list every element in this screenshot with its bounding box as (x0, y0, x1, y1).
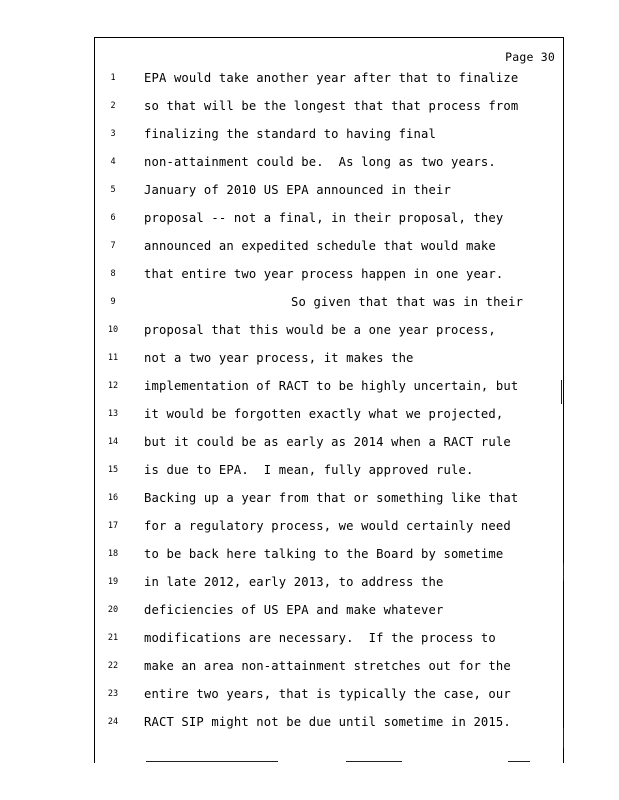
line-number: 21 (107, 633, 119, 643)
line-number: 24 (107, 717, 119, 727)
scan-mark (563, 563, 564, 581)
transcript-line (0, 293, 619, 321)
transcript-line (0, 601, 619, 629)
transcript-line (0, 377, 619, 405)
line-text: so that will be the longest that that process from (144, 99, 519, 113)
transcript-line (0, 181, 619, 209)
line-number: 5 (110, 185, 116, 195)
line-text: but it could be as early as 2014 when a RACT rule (144, 435, 511, 449)
line-number: 11 (107, 353, 119, 363)
line-text: deficiencies of US EPA and make whatever (144, 603, 444, 617)
line-number: 14 (107, 437, 119, 447)
line-number: 1 (110, 73, 116, 83)
line-text: not a two year process, it makes the (144, 351, 414, 365)
footer-rule (146, 761, 278, 762)
line-number: 18 (107, 549, 119, 559)
page-number: Page 30 (505, 50, 555, 64)
line-text: proposal -- not a final, in their proposal, they (144, 211, 504, 225)
line-text: implementation of RACT to be highly uncertain, but (144, 379, 519, 393)
transcript-line (0, 97, 619, 125)
transcript-line (0, 125, 619, 153)
transcript-line (0, 69, 619, 97)
transcript-line (0, 573, 619, 601)
transcript-line (0, 489, 619, 517)
scan-mark (563, 728, 564, 748)
transcript-line (0, 517, 619, 545)
line-number: 19 (107, 577, 119, 587)
transcript-line (0, 265, 619, 293)
transcript-line (0, 237, 619, 265)
line-number: 15 (107, 465, 119, 475)
line-text: non-attainment could be. As long as two years. (144, 155, 496, 169)
line-number: 23 (107, 689, 119, 699)
transcript-line (0, 321, 619, 349)
line-text: in late 2012, early 2013, to address the (144, 575, 444, 589)
line-number: 17 (107, 521, 119, 531)
transcript-line (0, 629, 619, 657)
scan-mark (561, 380, 562, 404)
line-number: 2 (110, 101, 116, 111)
line-number: 20 (107, 605, 119, 615)
line-text: entire two years, that is typically the case, our (144, 687, 511, 701)
footer-rule (346, 761, 402, 762)
line-number: 10 (107, 325, 119, 335)
transcript-line (0, 657, 619, 685)
line-number: 4 (110, 157, 116, 167)
transcript-line (0, 153, 619, 181)
line-text: announced an expedited schedule that would make (144, 239, 496, 253)
line-number: 6 (110, 213, 116, 223)
line-number: 22 (107, 661, 119, 671)
line-text: to be back here talking to the Board by sometime (144, 547, 504, 561)
line-number: 7 (110, 241, 116, 251)
line-text: is due to EPA. I mean, fully approved rule. (144, 463, 474, 477)
transcript-line (0, 209, 619, 237)
transcript-line (0, 405, 619, 433)
line-number: 12 (107, 381, 119, 391)
line-text: Backing up a year from that or something like that (144, 491, 519, 505)
footer-rule (508, 761, 530, 762)
line-number: 13 (107, 409, 119, 419)
transcript-line (0, 545, 619, 573)
line-number: 8 (110, 269, 116, 279)
line-text: make an area non-attainment stretches out for the (144, 659, 511, 673)
transcript-line (0, 349, 619, 377)
line-text: finalizing the standard to having final (144, 127, 437, 141)
line-text: EPA would take another year after that to finalize (144, 71, 519, 85)
line-text: that entire two year process happen in one year. (144, 267, 504, 281)
transcript-line (0, 713, 619, 741)
transcript-line (0, 433, 619, 461)
line-text: RACT SIP might not be due until sometime in 2015. (144, 715, 511, 729)
line-number: 9 (110, 297, 116, 307)
line-text: proposal that this would be a one year process, (144, 323, 496, 337)
transcript-line (0, 685, 619, 713)
line-text: modifications are necessary. If the process to (144, 631, 496, 645)
line-text: So given that that was in their (291, 295, 524, 309)
line-number: 16 (107, 493, 119, 503)
line-text: it would be forgotten exactly what we projected, (144, 407, 504, 421)
line-text: for a regulatory process, we would certainly need (144, 519, 511, 533)
transcript-line (0, 461, 619, 489)
line-text: January of 2010 US EPA announced in their (144, 183, 451, 197)
line-number: 3 (110, 129, 116, 139)
